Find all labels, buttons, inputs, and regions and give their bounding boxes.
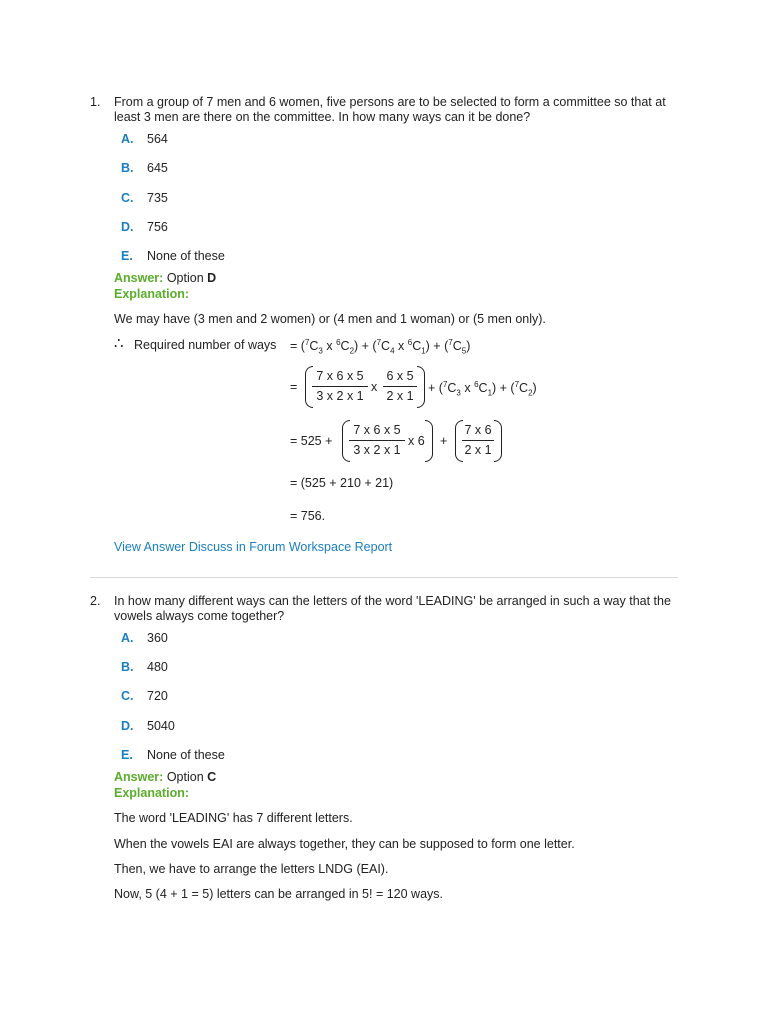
- required-label: Required number of ways: [134, 338, 277, 352]
- question-actions: [114, 540, 392, 554]
- question-number: 1.: [90, 95, 101, 109]
- option-letter-a[interactable]: A.: [121, 631, 134, 645]
- fraction: 7 x 6 x 5 3 x 2 x 1: [349, 420, 405, 460]
- question-number: 2.: [90, 594, 101, 608]
- question-text: From a group of 7 men and 6 women, five persons are to be selected to form a committee so that at least 3 men are there on the committee. In how many ways can it be done?: [114, 95, 666, 124]
- formula-line-5: = 756.: [290, 509, 326, 523]
- option-text-e[interactable]: None of these: [147, 748, 225, 762]
- question-divider: [90, 577, 678, 578]
- view-answer-link[interactable]: View Answer: [114, 540, 186, 554]
- therefore-symbol: ∴: [114, 335, 124, 352]
- explanation-line: Now, 5 (4 + 1 = 5) letters can be arranged in 5! = 120 ways.: [114, 887, 444, 901]
- explanation-label: Explanation:: [114, 287, 190, 301]
- option-letter-a[interactable]: A.: [121, 132, 134, 146]
- explanation-line: The word 'LEADING' has 7 different letters.: [114, 811, 353, 825]
- option-letter-d[interactable]: D.: [121, 719, 134, 733]
- option-text-d[interactable]: 756: [147, 220, 168, 234]
- answer-label: Answer:: [114, 271, 164, 285]
- option-text-b[interactable]: 645: [147, 161, 168, 175]
- fraction: 6 x 5 2 x 1: [383, 366, 417, 406]
- option-text-c[interactable]: 735: [147, 191, 168, 205]
- option-letter-d[interactable]: D.: [121, 220, 134, 234]
- explanation-line: Then, we have to arrange the letters LNDG (EAI).: [114, 862, 389, 876]
- answer-option: D: [207, 271, 217, 285]
- question-text: In how many different ways can the letters of the word 'LEADING' be arranged in such a way that the vowels always come together?: [114, 594, 671, 623]
- option-letter-b[interactable]: B.: [121, 660, 134, 674]
- workspace-link[interactable]: Workspace: [288, 540, 352, 554]
- explanation-line: When the vowels EAI are always together, they can be supposed to form one letter.: [114, 837, 575, 851]
- option-letter-e[interactable]: E.: [121, 249, 133, 263]
- answer-option-prefix: Option: [166, 271, 204, 285]
- option-text-e[interactable]: None of these: [147, 249, 225, 263]
- option-letter-c[interactable]: C.: [121, 689, 134, 703]
- option-letter-b[interactable]: B.: [121, 161, 134, 175]
- fraction: 7 x 6 2 x 1: [462, 420, 494, 460]
- option-text-d[interactable]: 5040: [147, 719, 175, 733]
- explanation-intro: We may have (3 men and 2 women) or (4 men and 1 woman) or (5 men only).: [114, 312, 546, 326]
- answer-label: Answer:: [114, 770, 164, 784]
- formula-line-1: = ($^7C_3$ x $^6C_2) + (^7C_4$ x $^6C_1) + (^7C_5)$: [290, 338, 471, 356]
- answer-line: [114, 770, 216, 784]
- discuss-in-forum-link[interactable]: Discuss in Forum: [188, 540, 286, 554]
- option-text-a[interactable]: 360: [147, 631, 168, 645]
- answer-option: C: [207, 770, 217, 784]
- formula-line-4: = (525 + 210 + 21): [290, 476, 394, 490]
- option-text-b[interactable]: 480: [147, 660, 168, 674]
- option-text-c[interactable]: 720: [147, 689, 168, 703]
- explanation-label: Explanation:: [114, 786, 190, 800]
- option-text-a[interactable]: 564: [147, 132, 168, 146]
- answer-line: [114, 271, 216, 285]
- report-link[interactable]: Report: [354, 540, 393, 554]
- answer-option-prefix: Option: [166, 770, 204, 784]
- option-letter-e[interactable]: E.: [121, 748, 133, 762]
- option-letter-c[interactable]: C.: [121, 191, 134, 205]
- fraction: 7 x 6 x 5 3 x 2 x 1: [312, 366, 368, 406]
